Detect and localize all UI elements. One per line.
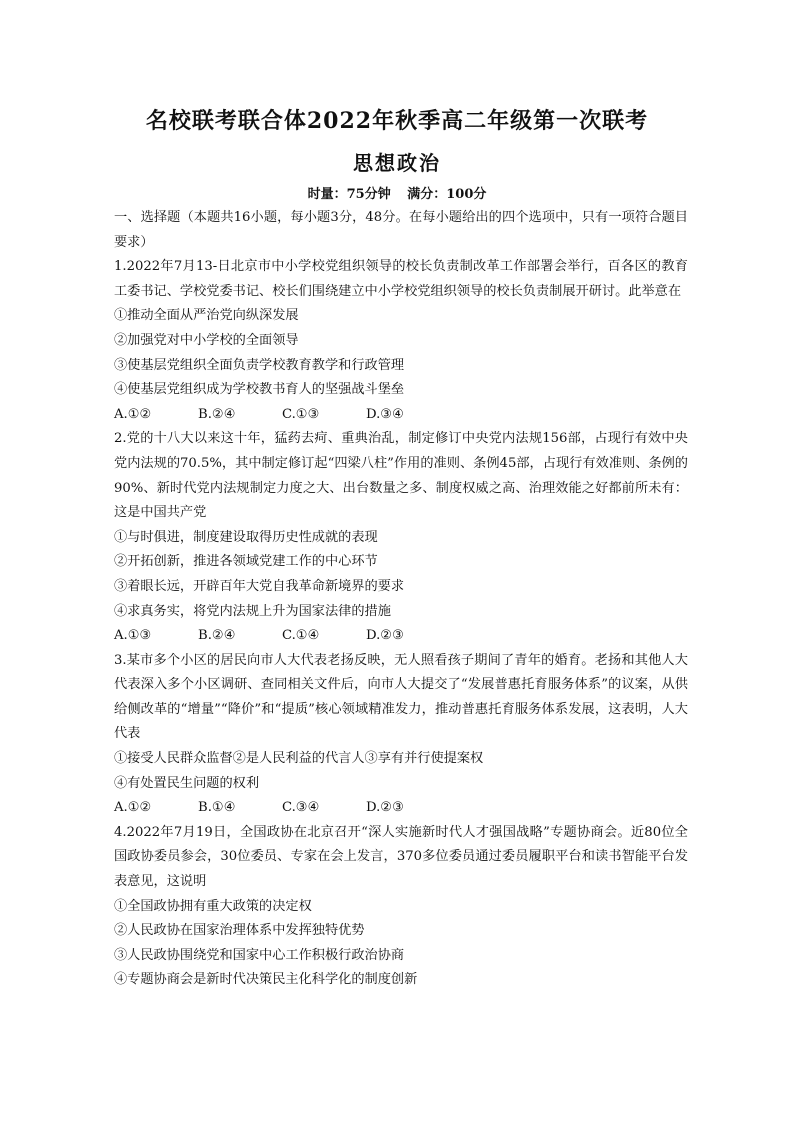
full-score: 满分：100分 xyxy=(407,187,487,202)
question-item: ④使基层党组织成为学校教书育人的坚强战斗堡垒 xyxy=(114,382,405,398)
exam-body xyxy=(114,206,688,993)
section-heading: 一、选择题（本题共16小题，每小题3分，48分。在每小题给出的四个选项中，只有一项符合题目要求） xyxy=(114,210,688,250)
option-c: C.③④ xyxy=(282,800,320,816)
option-a: A.①③ xyxy=(114,628,152,644)
question-item: ④有处置民生问题的权利 xyxy=(114,775,260,791)
question-item: ③使基层党组织全面负责学校教育教学和行政管理 xyxy=(114,357,405,373)
answer-options xyxy=(114,624,688,649)
exam-title: 名校联考联合体2022年秋季高二年级第一次联考 xyxy=(145,108,649,134)
question-stem: 1.2022年7月13-日北京市中小学校党组织领导的校长负责制改革工作部署会举行，百各区的教育工委书记、学校党委书记、校长们围绕建立中小学校党组织领导的校长负责制展开研讨。此举意在 xyxy=(114,259,688,299)
option-c: C.①④ xyxy=(282,628,320,644)
question-item: ③人民政协围绕党和国家中心工作积极行政治协商 xyxy=(114,947,405,963)
question-stem: 2.党的十八大以来这十年，猛药去疴、重典治乱，制定修订中央党内法规156部，占现行有效中央党内法规的70.5%，其中制定修订起“四梁八柱”作用的准则、条例45部，占现行有效准则、条例的90%、新时代党内法规制定力度之大、出台数量之多、制度权威之高、治理效能之好都前所未有：这是中国共产党 xyxy=(114,431,688,521)
question-item: ②加强党对中小学校的全面领导 xyxy=(114,332,299,348)
exam-meta xyxy=(0,183,794,202)
question-item: ③着眼长远，开辟百年大党自我革命新境界的要求 xyxy=(114,578,405,594)
question-item: ①与时俱进，制度建设取得历史性成就的表现 xyxy=(114,529,378,545)
question-item: ④专题协商会是新时代决策民主化科学化的制度创新 xyxy=(114,972,418,988)
option-b: B.②④ xyxy=(198,628,236,644)
option-b: B.①④ xyxy=(198,800,236,816)
question-item: ①推动全面从严治党向纵深发展 xyxy=(114,308,299,324)
option-a: A.①② xyxy=(114,406,152,422)
question-item: ①全国政协拥有重大政策的决定权 xyxy=(114,898,312,914)
question-item: ②人民政协在国家治理体系中发挥独特优势 xyxy=(114,923,365,939)
question-stem: 4.2022年7月19日，全国政协在北京召开“深人实施新时代人才强国战略”专题协商会。近80位全国政协委员参会，30位委员、专家在会上发言，370多位委员通过委员履职平台和读书智能平台发表意见，这说明 xyxy=(114,824,688,890)
question-item: ②开拓创新，推进各领域党建工作的中心环节 xyxy=(114,554,378,570)
question-item: ①接受人民群众监督②是人民利益的代言人③享有并行使提案权 xyxy=(114,751,484,767)
time-limit: 时量：75分钟 xyxy=(307,187,391,202)
subject-title: 思想政治 xyxy=(353,151,441,175)
question-item: ④求真务实，将党内法规上升为国家法律的措施 xyxy=(114,603,391,619)
option-d: D.②③ xyxy=(366,628,404,644)
option-b: B.②④ xyxy=(198,406,236,422)
option-c: C.①③ xyxy=(282,406,320,422)
answer-options xyxy=(114,403,688,428)
option-d: D.②③ xyxy=(366,800,404,816)
option-d: D.③④ xyxy=(366,406,404,422)
option-a: A.①② xyxy=(114,800,152,816)
answer-options xyxy=(114,796,688,821)
question-stem: 3.某市多个小区的居民向市人大代表老扬反映，无人照看孩子期间了青年的婚育。老扬和其他人大代表深入多个小区调研、查同相关文件后，向市人大提交了“发展普惠托育服务体系”的议案，从供给侧改革的“增量”“降价”和“提质”核心领域精准发力，推动普惠托育服务体系发展，这表明，人大代表 xyxy=(114,652,688,742)
